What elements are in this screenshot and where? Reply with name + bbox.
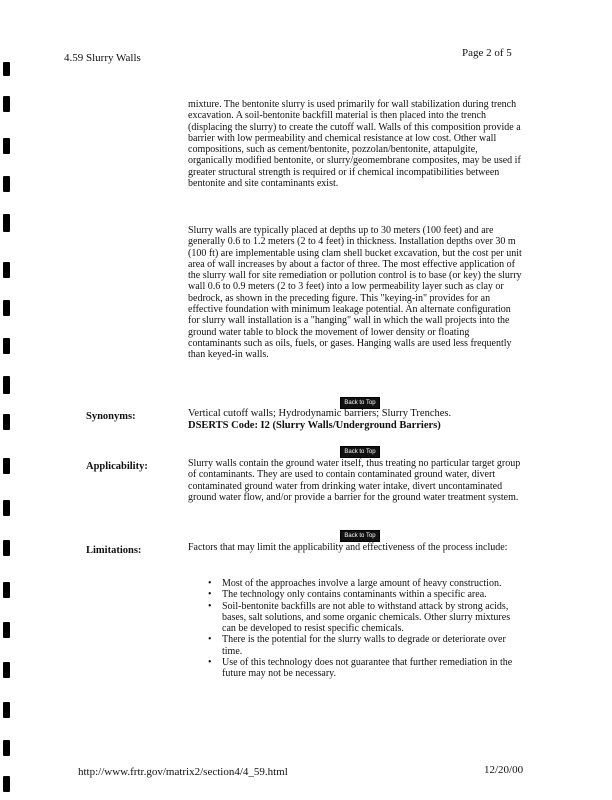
footer-date: 12/20/00 bbox=[484, 764, 524, 776]
scan-edge-mark bbox=[3, 176, 10, 192]
scan-edge-mark bbox=[3, 458, 10, 474]
bullet-icon: • bbox=[208, 634, 212, 646]
limitation-item bbox=[208, 578, 520, 589]
dserts-code: DSERTS Code: I2 (Slurry Walls/Underground Barriers) bbox=[188, 420, 441, 431]
synonyms-label: Synonyms: bbox=[86, 411, 136, 422]
scan-edge-mark bbox=[3, 376, 10, 394]
body-text bbox=[188, 99, 522, 189]
limitation-item bbox=[208, 600, 520, 635]
limitation-text: Use of this technology does not guarantee that further remediation in the future may not be necessary. bbox=[222, 657, 513, 680]
scan-edge-mark bbox=[3, 740, 10, 756]
limitation-item bbox=[208, 589, 520, 601]
scan-edge-mark bbox=[3, 262, 10, 278]
scan-edge-mark bbox=[3, 338, 10, 354]
scan-edge-mark bbox=[3, 214, 10, 232]
synonyms-text: Vertical cutoff walls; Hydrodynamic barriers; Slurry Trenches. bbox=[188, 408, 452, 419]
scan-edge-mark bbox=[3, 96, 10, 112]
back-to-top-button[interactable]: Back to Top bbox=[340, 446, 380, 458]
limitation-text: The technology only contains contaminants within a specific area. bbox=[222, 589, 487, 601]
scan-edge-mark bbox=[3, 540, 10, 556]
scan-edge-mark bbox=[3, 702, 10, 718]
body-text bbox=[188, 225, 522, 361]
limitation-text: Soil-bentonite backfills are not able to withstand attack by strong acids, bases, salt solutions, and some organic chemicals. Other slurry mixtures can be developed to resist specific chemicals. bbox=[222, 600, 511, 635]
back-to-top-button[interactable]: Back to Top bbox=[340, 530, 380, 542]
page-header-title: 4.59 Slurry Walls bbox=[64, 52, 141, 64]
scan-edge-mark bbox=[3, 662, 10, 678]
limitations-label: Limitations: bbox=[86, 545, 142, 556]
paragraph-1: mixture. The bentonite slurry is used primarily for wall stabilization during trench excavation. A soil-bentonite backfill material is then placed into the trench (displacing the slurry) to create the cutoff wall. Walls of this composition provide a barrier with low permeability and chemical resistance at low cost. Other wall compositions, such as cement/bentonite, pozzolan/bentonite, attapulgite, organically modified bentonite, or slurry/geomembrane composites, may be used if greater structural strength is required or if chemical incompatibilities between bentonite and site contaminants exist. bbox=[188, 99, 521, 190]
page-number: Page 2 of 5 bbox=[462, 47, 512, 59]
limitation-text: Most of the approaches involve a large amount of heavy construction. bbox=[222, 578, 502, 589]
paragraph-2: Slurry walls are typically placed at depths up to 30 meters (100 feet) and are generally 0.6 to 1.2 meters (2 to 4 feet) in thickness. Installation depths over 30 m (100 ft) are implementable using clam shell bucket excavation, but the cost per unit area of wall increases by about a factor of three. The most effective application of the slurry wall for site remediation or pollution control is to base (or key) the slurry wall 0.6 to 0.9 meters (2 to 3 feet) into a low permeability layer such as clay or bedrock, as shown in the preceding figure. This "keying-in" provides for an effective foundation with minimum leakage potential. An alternate configuration for slurry wall installation is a "hanging" wall in which the wall projects into the ground water table to block the movement of lower density or floating contaminants such as oils, fuels, or gases. Hanging walls are used less frequently than keyed-in walls. bbox=[188, 225, 522, 361]
limitations-list bbox=[208, 578, 520, 680]
bullet-icon: • bbox=[208, 578, 212, 589]
bullet-icon: • bbox=[208, 589, 212, 601]
limitation-item bbox=[208, 634, 520, 657]
limitation-item bbox=[208, 657, 520, 680]
applicability-label: Applicability: bbox=[86, 461, 148, 472]
scan-edge-mark bbox=[3, 622, 10, 638]
scan-edge-mark bbox=[3, 582, 10, 598]
scan-edge-mark bbox=[3, 138, 10, 154]
bullet-icon: • bbox=[208, 657, 212, 669]
scan-edge-mark bbox=[3, 300, 10, 316]
scan-edge-mark bbox=[3, 414, 10, 430]
footer-url[interactable]: http://www.frtr.gov/matrix2/section4/4_59.html bbox=[78, 766, 288, 778]
limitation-text: There is the potential for the slurry walls to degrade or deteriorate over time. bbox=[222, 634, 506, 657]
applicability-text: Slurry walls contain the ground water itself, thus treating no particular target group of contaminants. They are used to contain contaminated ground water, divert contaminated ground water from drinking water intake, divert uncontaminated ground water flow, and/or provide a barrier for the ground water treatment system. bbox=[188, 458, 521, 503]
synonyms-section bbox=[188, 408, 522, 432]
limitations-intro: Factors that may limit the applicability and effectiveness of the process include: bbox=[188, 542, 508, 553]
scan-edge-mark bbox=[3, 500, 10, 516]
bullet-icon: • bbox=[208, 600, 212, 612]
scan-edge-mark bbox=[3, 62, 10, 76]
scan-edge-mark bbox=[3, 776, 10, 792]
back-to-top-button[interactable]: Back to Top bbox=[340, 397, 380, 409]
